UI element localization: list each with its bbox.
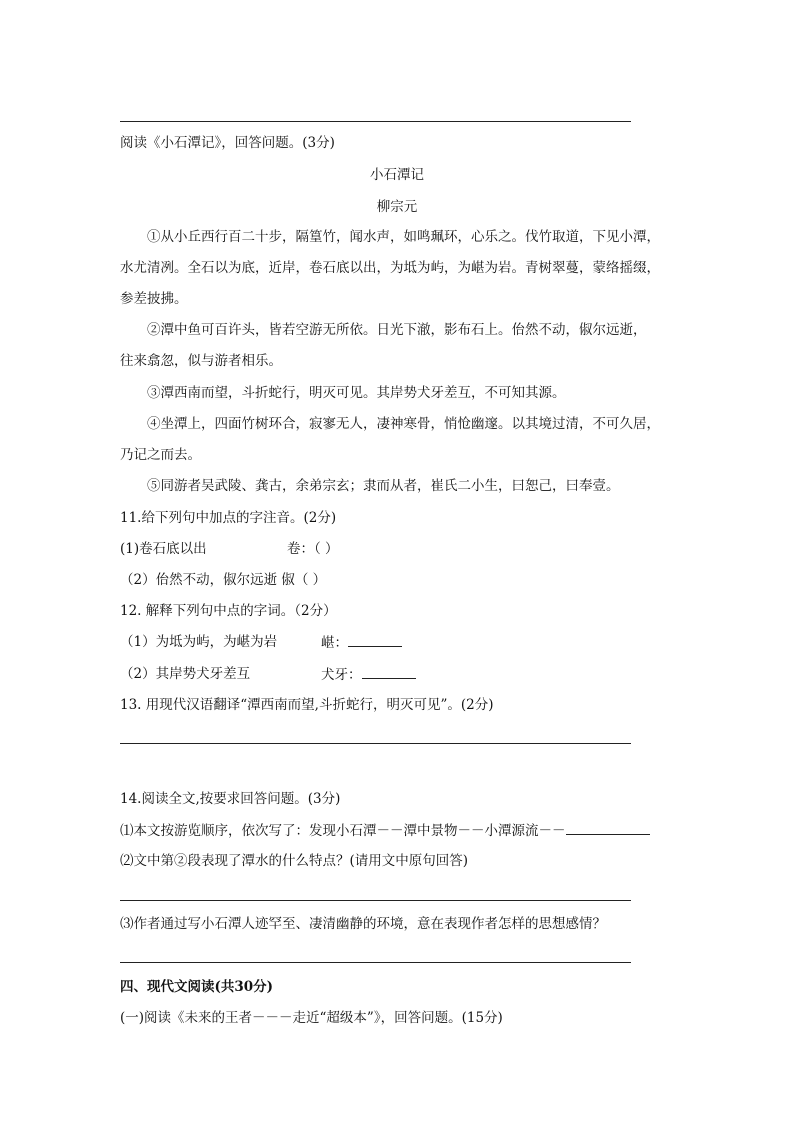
question-12-1-label: 嵁： [321,635,348,651]
paragraph-5-line-1: ⑤同游者吴武陵、龚古，余弟宗玄；隶而从者，崔氏二小生，曰恕己，曰奉壹。 [147,478,620,494]
poem-author: 柳宗元 [376,199,418,215]
answer-line[interactable] [120,900,631,901]
section-4-heading: 四、现代文阅读(共30分) [120,979,274,995]
answer-line[interactable] [120,743,631,744]
question-12-2-text: （2）其岸势犬牙差互 [120,666,251,682]
question-13: 13. 用现代汉语翻译“潭西南而望,斗折蛇行，明灭可见”。(2分) [120,697,494,713]
question-14-3: ⑶作者通过写小石潭人迹罕至、凄清幽静的环境，意在表现作者怎样的思想感情？ [120,916,606,932]
question-12-2-label: 犬牙： [321,667,362,683]
paragraph-2-line-1: ②潭中鱼可百许头，皆若空游无所依。日光下澈，影布石上。佁然不动，俶尔远逝， [147,322,647,338]
poem-title: 小石潭记 [370,167,424,183]
answer-blank[interactable] [348,632,402,647]
answer-blank[interactable] [566,820,650,835]
paragraph-4-line-1: ④坐潭上，四面竹树环合，寂寥无人，凄神寒骨，悄怆幽邃。以其境过清，不可久居， [147,416,660,432]
paragraph-3-line-1: ③潭西南而望，斗折蛇行，明灭可见。其岸势犬牙差互，不可知其源。 [147,385,566,401]
question-14-1-text: ⑴本文按游览顺序，依次写了：发现小石潭－－潭中景物－－小潭源流－－ [120,823,566,839]
paragraph-1-line-1: ①从小丘西行百二十步，隔篁竹，闻水声，如鸣珮环，心乐之。伐竹取道，下见小潭， [147,229,660,245]
question-12: 12. 解释下列句中点的字词。（2分） [120,603,337,619]
answer-line[interactable] [120,962,631,963]
question-14: 14.阅读全文,按要求回答问题。(3分) [120,791,341,807]
question-11-1-text: (1)卷石底以出 [120,541,207,557]
paragraph-1-line-3: 参差披拂。 [120,291,188,307]
question-14-2: ⑵文中第②段表现了潭水的什么特点？(请用文中原句回答) [120,853,469,869]
answer-line [120,121,631,122]
question-11-2: （2）佁然不动，俶尔远逝 俶（ ） [120,572,327,588]
question-12-1-answer [321,632,402,653]
paragraph-4-line-2: 乃记之而去。 [120,447,201,463]
question-12-1-text: （1）为坻为屿，为嵁为岩 [120,634,278,650]
question-14-1 [120,820,650,841]
reading-intro: 阅读《小石潭记》，回答问题。(3分) [120,135,335,151]
subsection-1-intro: (一)阅读《未来的王者－－－走近“超级本”》，回答问题。(15分) [120,1010,503,1026]
question-12-2-answer [321,664,416,685]
paragraph-2-line-2: 往来翕忽，似与游者相乐。 [120,353,282,369]
answer-blank[interactable] [362,664,416,679]
paragraph-1-line-2: 水尤清冽。全石以为底，近岸，卷石底以出，为坻为屿，为嵁为岩。青树翠蔓，蒙络摇缀， [120,260,660,276]
question-11-1-answer: 卷：（ ） [287,541,339,557]
question-11: 11.给下列句中加点的字注音。(2分) [120,510,337,526]
